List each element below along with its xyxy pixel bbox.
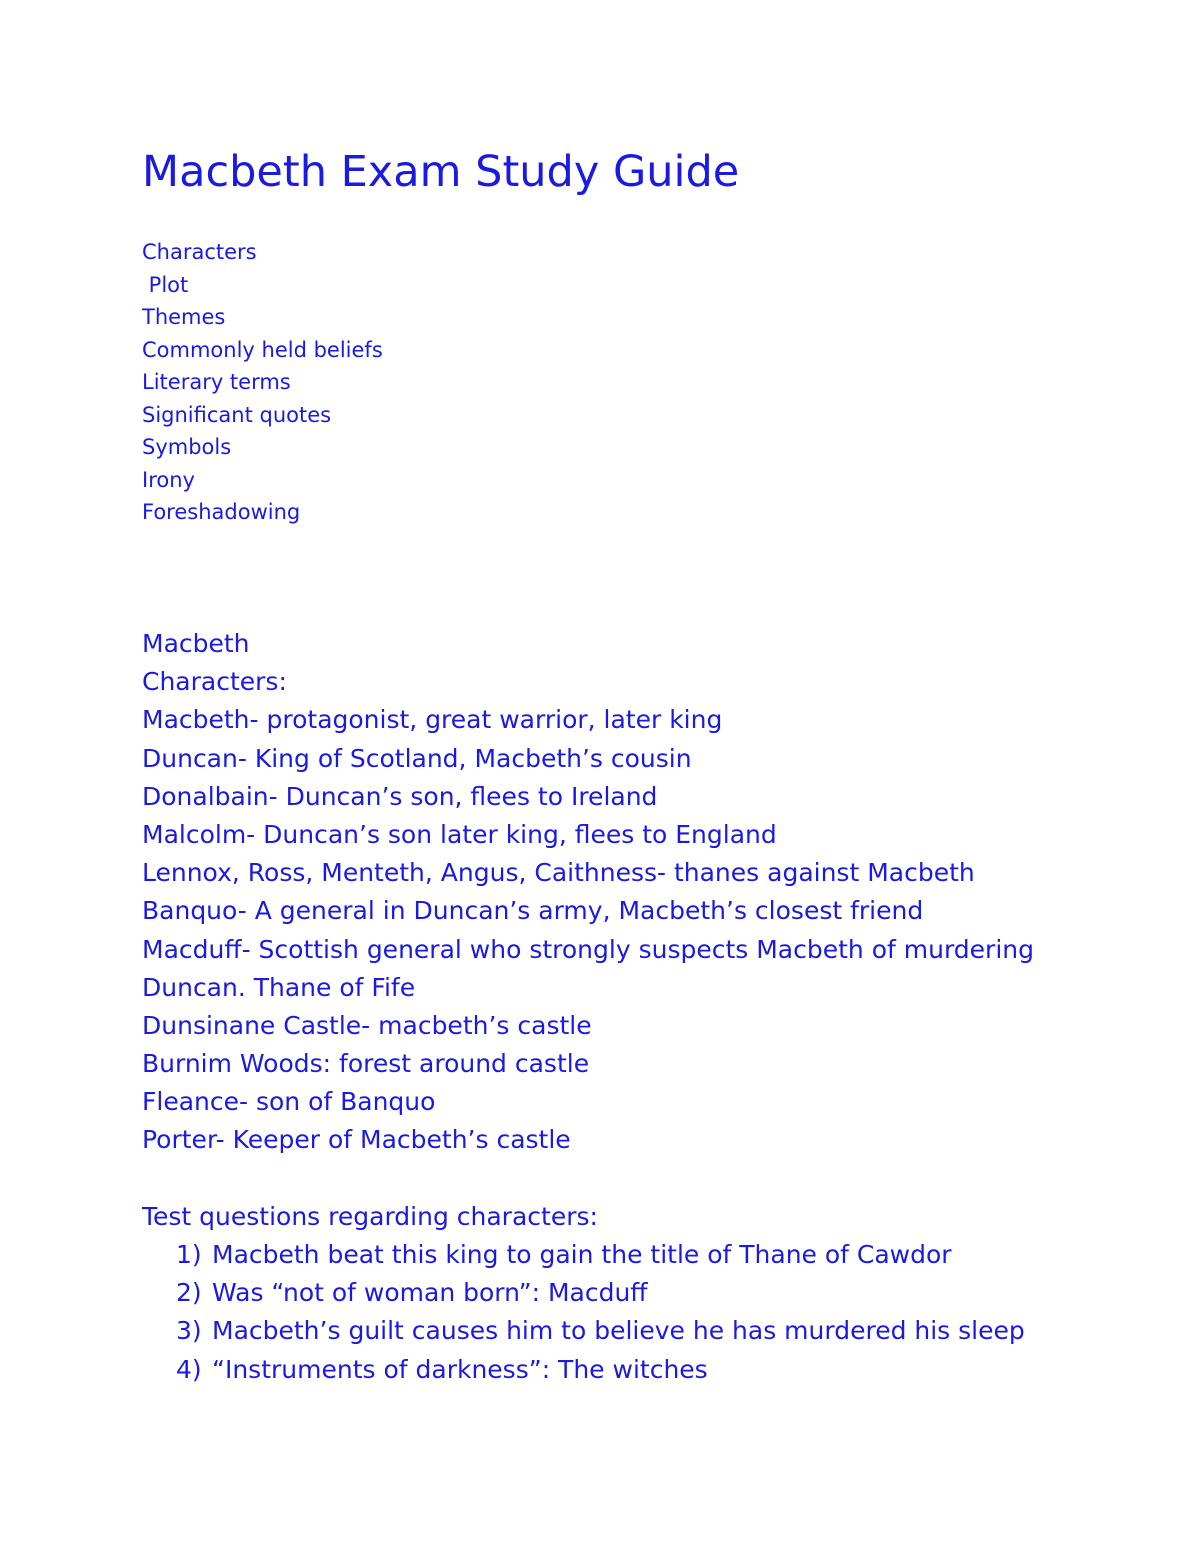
topic-item: Characters xyxy=(142,240,257,264)
question-number: 3) xyxy=(176,1316,202,1346)
topic-list xyxy=(142,236,383,529)
character-entry: Lennox, Ross, Menteth, Angus, Caithness- thanes against Macbeth xyxy=(142,858,975,888)
character-list xyxy=(142,701,1142,1159)
character-entry: Dunsinane Castle- macbeth’s castle xyxy=(142,1010,592,1040)
section-heading: Macbeth xyxy=(142,629,250,658)
question-item xyxy=(142,1236,1142,1274)
character-entry: Fleance- son of Banquo xyxy=(142,1087,436,1117)
character-entry: Banquo- A general in Duncan’s army, Macbeth’s closest friend xyxy=(142,896,924,926)
section-subheading: Characters: xyxy=(142,667,287,697)
character-entry: Malcolm- Duncan’s son later king, flees to England xyxy=(142,819,777,849)
question-list xyxy=(142,1236,1142,1389)
topic-item: Literary terms xyxy=(142,370,291,394)
topic-item: Commonly held beliefs xyxy=(142,337,383,362)
question-number: 4) xyxy=(176,1354,202,1384)
question-item xyxy=(142,1312,1142,1350)
blank-line xyxy=(142,1160,1142,1198)
questions-heading: Test questions regarding characters: xyxy=(142,1201,598,1231)
characters-section xyxy=(142,625,1142,1389)
topic-item: Significant quotes xyxy=(142,402,332,427)
topic-item: Symbols xyxy=(142,435,232,459)
question-item xyxy=(142,1351,1142,1389)
character-entry: Macduff- Scottish general who strongly suspects Macbeth of murdering xyxy=(142,934,1034,964)
topic-item: Themes xyxy=(142,305,226,329)
topic-item: Irony xyxy=(142,467,195,492)
page-title: Macbeth Exam Study Guide xyxy=(142,147,740,197)
question-text: “Instruments of darkness”: The witches xyxy=(212,1354,708,1384)
topic-item: Foreshadowing xyxy=(142,500,301,524)
character-entry: Macbeth- protagonist, great warrior, later king xyxy=(142,705,723,735)
character-entry: Porter- Keeper of Macbeth’s castle xyxy=(142,1125,571,1155)
question-number: 2) xyxy=(176,1278,202,1308)
question-text: Was “not of woman born”: Macduff xyxy=(212,1278,648,1308)
character-entry: Burnim Woods: forest around castle xyxy=(142,1049,590,1079)
question-text: Macbeth’s guilt causes him to believe he has murdered his sleep xyxy=(212,1316,1025,1346)
topic-item: Plot xyxy=(142,272,189,297)
character-entry: Donalbain- Duncan’s son, flees to Ireland xyxy=(142,781,658,811)
character-entry: Duncan- King of Scotland, Macbeth’s cousin xyxy=(142,743,692,773)
question-number: 1) xyxy=(176,1240,202,1269)
question-item xyxy=(142,1274,1142,1312)
question-text: Macbeth beat this king to gain the title of Thane of Cawdor xyxy=(212,1240,952,1269)
character-entry: Duncan. Thane of Fife xyxy=(142,972,416,1002)
